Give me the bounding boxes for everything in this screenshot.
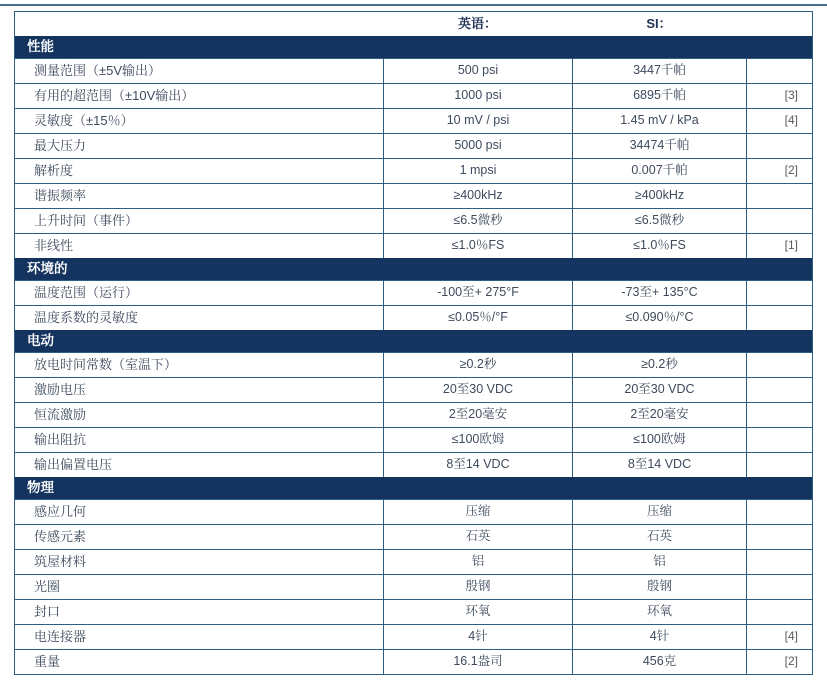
si-value: 0.007千帕: [572, 159, 746, 183]
english-value: ≤6.5微秒: [383, 209, 572, 233]
header-spacer: [15, 12, 383, 36]
note-ref: [746, 209, 812, 233]
note-ref: [4]: [746, 109, 812, 133]
table-row: [15, 599, 812, 624]
row-label: 输出偏置电压: [34, 457, 113, 472]
english-value: 8至14 VDC: [383, 453, 572, 477]
row-label: 封口: [34, 604, 61, 619]
si-value: ≤1.0％FS: [572, 234, 746, 258]
table-row: [15, 108, 812, 133]
section-header-electrical: 电动: [15, 330, 812, 352]
si-value: ≤0.090％/°C: [572, 306, 746, 330]
si-value: 20至30 VDC: [572, 378, 746, 402]
row-label: 上升时间（事件）: [34, 213, 139, 228]
row-label: 传感元素: [34, 529, 87, 544]
section-header-performance: 性能: [15, 36, 812, 58]
english-value: 铝: [383, 550, 572, 574]
note-ref: [746, 378, 812, 402]
note-ref: [746, 500, 812, 524]
table-row: [15, 649, 812, 674]
table-header-row: [15, 12, 812, 36]
row-label: 放电时间常数（室温下）: [34, 357, 178, 372]
note-ref: [746, 184, 812, 208]
row-label: 重量: [34, 654, 61, 669]
english-value: -100至+ 275°F: [383, 281, 572, 305]
english-value: ≤1.0％FS: [383, 234, 572, 258]
si-value: 3447千帕: [572, 59, 746, 83]
table-row: [15, 58, 812, 83]
english-value: 20至30 VDC: [383, 378, 572, 402]
table-row: [15, 452, 812, 477]
english-value: 2至20毫安: [383, 403, 572, 427]
si-value: 4针: [572, 625, 746, 649]
table-row: [15, 427, 812, 452]
table-row: [15, 352, 812, 377]
si-value: ≥400kHz: [572, 184, 746, 208]
si-value: 6895千帕: [572, 84, 746, 108]
english-value: 16.1盎司: [383, 650, 572, 674]
row-label: 最大压力: [34, 138, 87, 153]
top-divider-line: [0, 4, 827, 6]
table-row: [15, 574, 812, 599]
si-value: 456克: [572, 650, 746, 674]
row-label: 温度系数的灵敏度: [34, 310, 139, 325]
table-row: [15, 183, 812, 208]
row-label: 解析度: [34, 163, 74, 178]
table-row: [15, 208, 812, 233]
english-value: 压缩: [383, 500, 572, 524]
column-header-si: SI：: [646, 16, 672, 31]
english-value: 10 mV / psi: [383, 109, 572, 133]
note-ref: [746, 134, 812, 158]
row-label: 谐振频率: [34, 188, 87, 203]
english-value: ≤100欧姆: [383, 428, 572, 452]
english-value: 4针: [383, 625, 572, 649]
column-header-english: 英语：: [457, 16, 497, 31]
table-row: [15, 377, 812, 402]
si-value: ≤6.5微秒: [572, 209, 746, 233]
english-value: 500 psi: [383, 59, 572, 83]
note-ref: [746, 353, 812, 377]
si-value: 2至20毫安: [572, 403, 746, 427]
row-label: 感应几何: [34, 504, 87, 519]
row-label: 非线性: [34, 238, 74, 253]
english-value: 殷钢: [383, 575, 572, 599]
table-row: [15, 402, 812, 427]
english-value: 5000 psi: [383, 134, 572, 158]
english-value: 环氧: [383, 600, 572, 624]
si-value: 1.45 mV / kPa: [572, 109, 746, 133]
si-value: 压缩: [572, 500, 746, 524]
si-value: ≤100欧姆: [572, 428, 746, 452]
note-ref: [746, 428, 812, 452]
header-spacer: [746, 12, 812, 36]
note-ref: [746, 550, 812, 574]
table-row: [15, 499, 812, 524]
note-ref: [3]: [746, 84, 812, 108]
english-value: 1000 psi: [383, 84, 572, 108]
english-value: ≤0.05％/°F: [383, 306, 572, 330]
row-label: 输出阻抗: [34, 432, 87, 447]
row-label: 有用的超范围（±10V输出）: [34, 88, 195, 103]
table-row: [15, 280, 812, 305]
si-value: 8至14 VDC: [572, 453, 746, 477]
table-row: [15, 158, 812, 183]
note-ref: [2]: [746, 650, 812, 674]
note-ref: [746, 600, 812, 624]
note-ref: [1]: [746, 234, 812, 258]
note-ref: [746, 306, 812, 330]
row-label: 光圈: [34, 579, 61, 594]
row-label: 电连接器: [34, 629, 87, 644]
si-value: 铝: [572, 550, 746, 574]
table-row: [15, 133, 812, 158]
section-header-physical: 物理: [15, 477, 812, 499]
si-value: 殷钢: [572, 575, 746, 599]
row-label: 恒流激励: [34, 407, 87, 422]
table-row: [15, 624, 812, 649]
table-row: [15, 549, 812, 574]
note-ref: [746, 403, 812, 427]
note-ref: [4]: [746, 625, 812, 649]
row-label: 激励电压: [34, 382, 87, 397]
si-value: 34474千帕: [572, 134, 746, 158]
table-row: [15, 233, 812, 258]
row-label: 灵敏度（±15％）: [34, 113, 134, 128]
note-ref: [746, 453, 812, 477]
note-ref: [746, 281, 812, 305]
row-label: 温度范围（运行）: [34, 285, 139, 300]
si-value: ≥0.2秒: [572, 353, 746, 377]
english-value: 1 mpsi: [383, 159, 572, 183]
table-row: [15, 83, 812, 108]
english-value: ≥400kHz: [383, 184, 572, 208]
note-ref: [746, 575, 812, 599]
note-ref: [2]: [746, 159, 812, 183]
note-ref: [746, 59, 812, 83]
note-ref: [746, 525, 812, 549]
section-header-environmental: 环境的: [15, 258, 812, 280]
si-value: 环氧: [572, 600, 746, 624]
english-value: 石英: [383, 525, 572, 549]
si-value: -73至+ 135°C: [572, 281, 746, 305]
table-row: [15, 524, 812, 549]
row-label: 测量范围（±5V输出）: [34, 63, 162, 78]
si-value: 石英: [572, 525, 746, 549]
specification-table: [14, 11, 813, 675]
table-row: [15, 305, 812, 330]
row-label: 筑屋材料: [34, 554, 87, 569]
english-value: ≥0.2秒: [383, 353, 572, 377]
